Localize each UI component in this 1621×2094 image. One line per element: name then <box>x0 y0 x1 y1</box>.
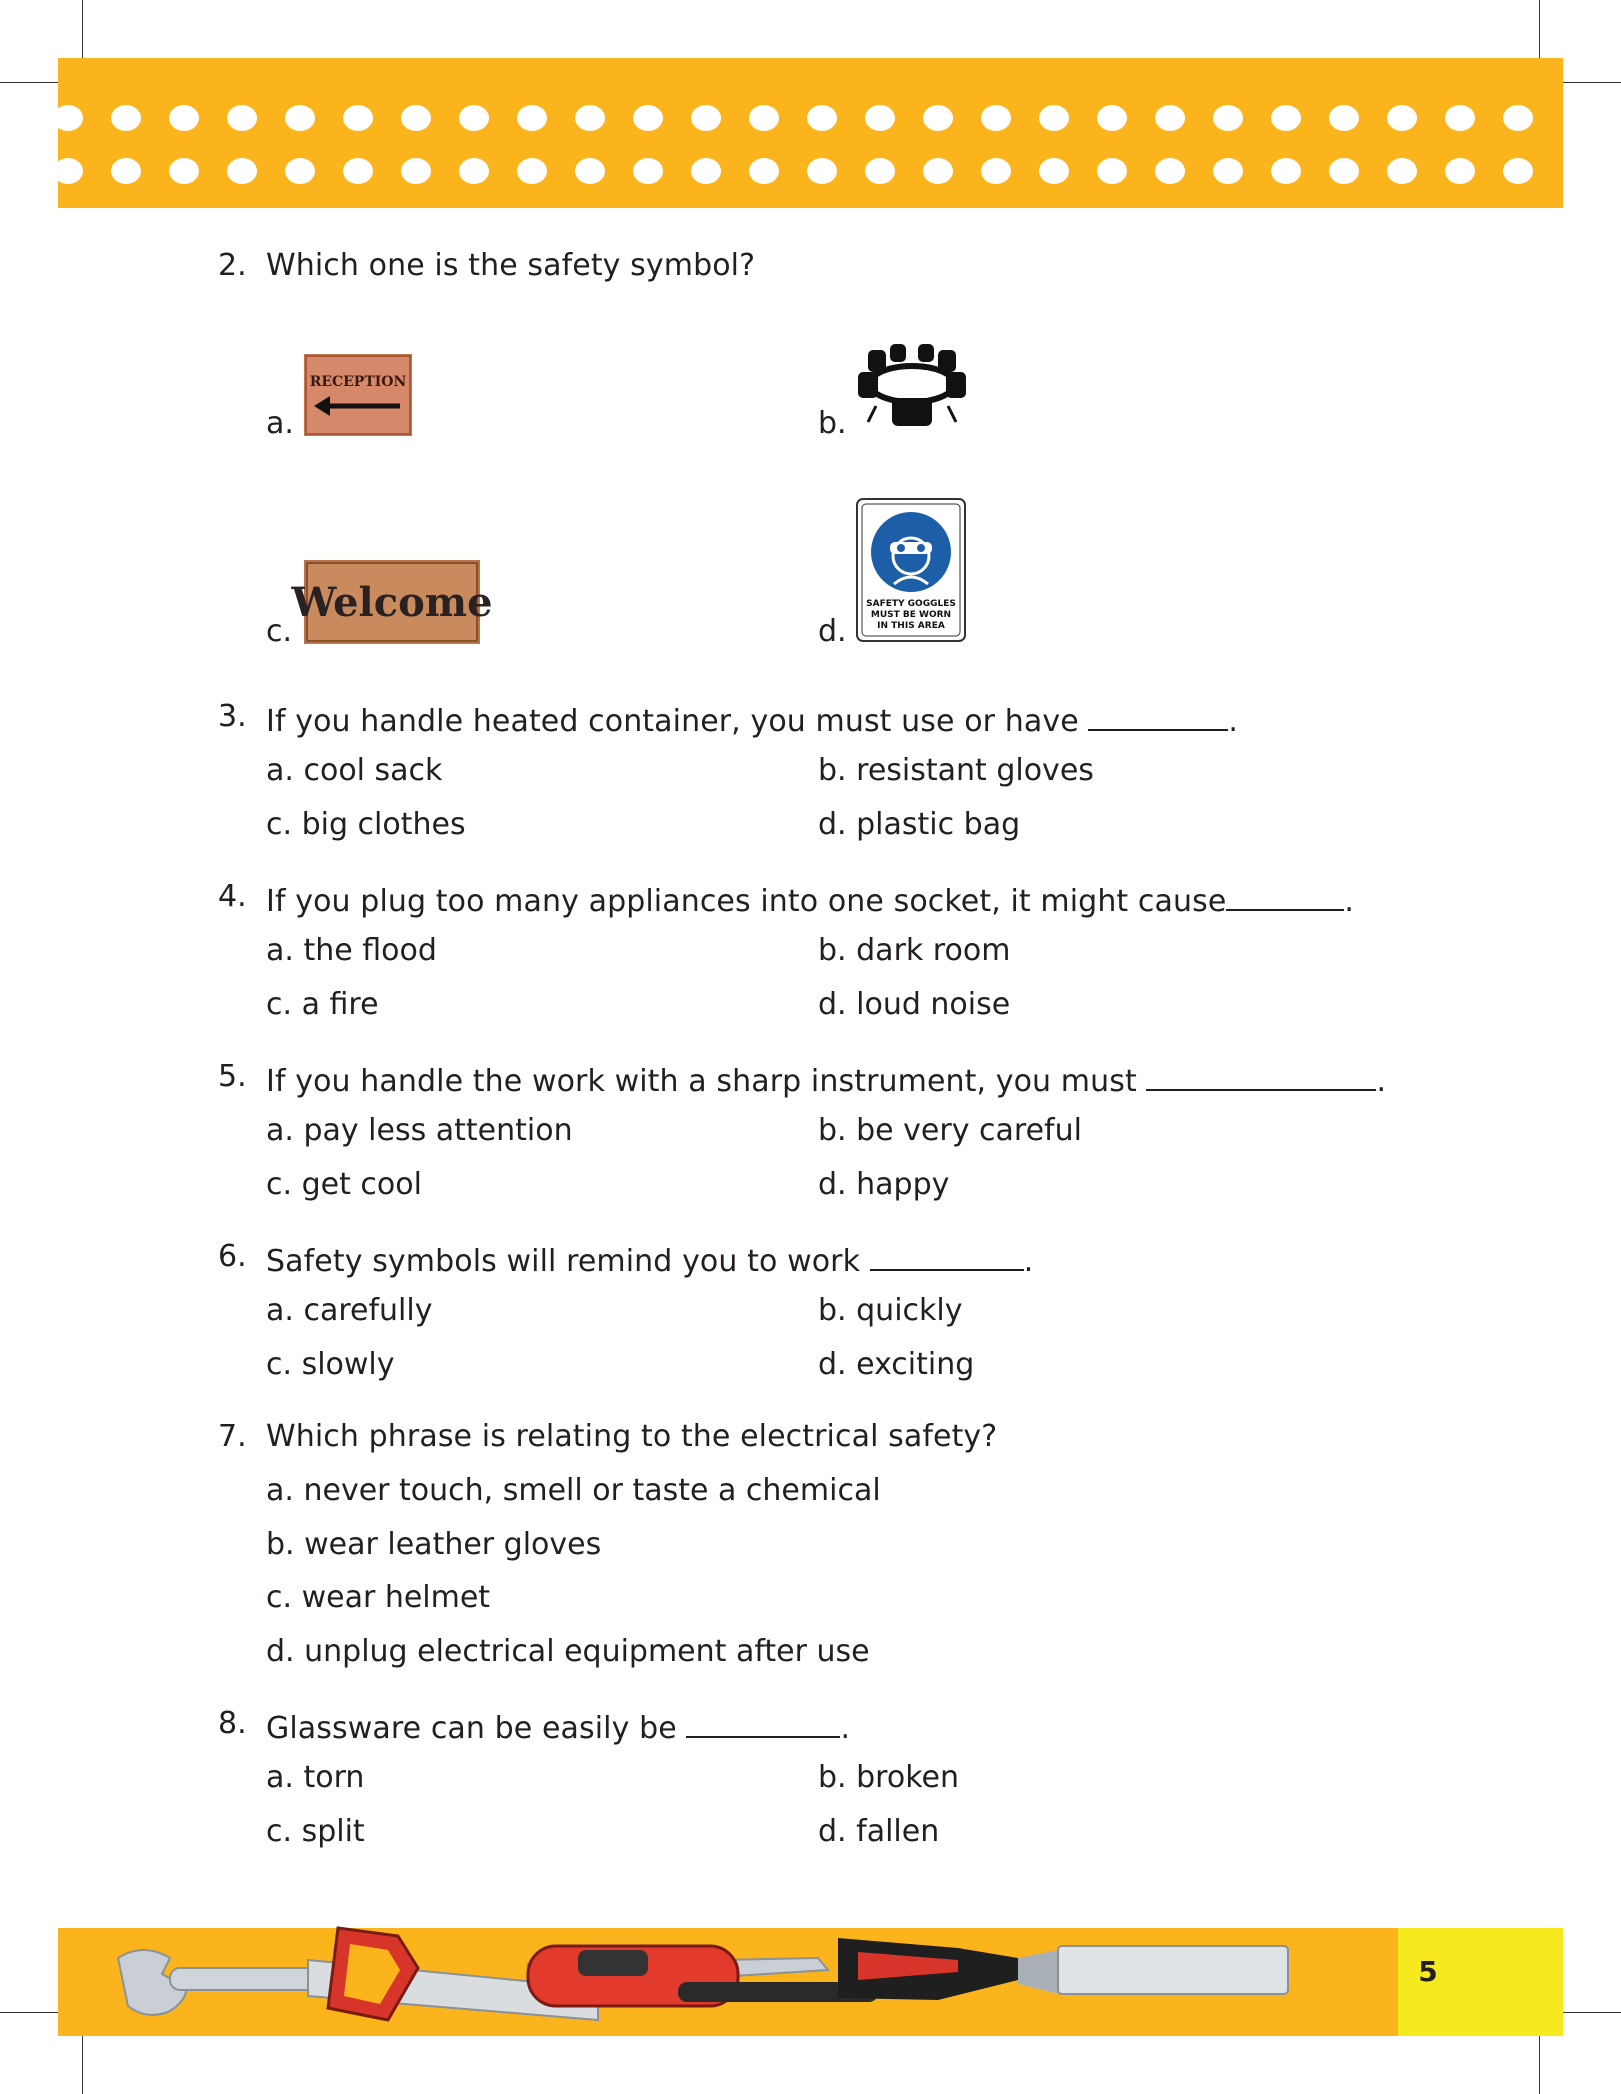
decorative-dot <box>575 158 605 184</box>
question-number: 2. <box>218 248 247 283</box>
decorative-dot <box>865 158 895 184</box>
decorative-dot <box>923 158 953 184</box>
option-letter: a. <box>266 406 294 441</box>
option[interactable]: b. broken <box>818 1760 959 1795</box>
decorative-dot <box>1329 158 1359 184</box>
option[interactable]: d. exciting <box>818 1347 975 1382</box>
option[interactable]: c. a fire <box>266 987 379 1022</box>
question-text-body: Glassware can be easily be <box>266 1711 677 1746</box>
option[interactable]: d. unplug electrical equipment after use <box>266 1634 870 1669</box>
question-number: 8. <box>218 1706 247 1741</box>
decorative-dot <box>1503 105 1533 131</box>
decorative-dot <box>169 105 199 131</box>
option[interactable]: b. be very careful <box>818 1113 1082 1148</box>
decorative-dot <box>749 105 779 131</box>
decorative-dot <box>1387 158 1417 184</box>
crop-mark <box>1539 2028 1540 2094</box>
option[interactable]: b. dark room <box>818 933 1011 968</box>
option[interactable]: d. fallen <box>818 1814 940 1849</box>
crop-mark <box>1555 82 1621 83</box>
decorative-dot <box>343 158 373 184</box>
option[interactable]: a. torn <box>266 1760 365 1795</box>
option[interactable]: c. big clothes <box>266 807 466 842</box>
crop-mark <box>1539 0 1540 66</box>
decorative-dot <box>169 158 199 184</box>
option[interactable]: d. happy <box>818 1167 950 1202</box>
question-number: 5. <box>218 1059 247 1094</box>
decorative-dot <box>1039 105 1069 131</box>
question-text-body: Safety symbols will remind you to work <box>266 1244 861 1279</box>
decorative-dot <box>227 105 257 131</box>
welcome-sign-image[interactable] <box>291 560 493 644</box>
decorative-dot <box>865 105 895 131</box>
option[interactable]: b. wear leather gloves <box>266 1527 602 1562</box>
decorative-dot <box>1155 158 1185 184</box>
option[interactable]: b. quickly <box>818 1293 963 1328</box>
decorative-dot <box>807 158 837 184</box>
decorative-dot <box>343 105 373 131</box>
answer-blank[interactable] <box>870 1239 1024 1271</box>
question-number: 7. <box>218 1419 247 1454</box>
option[interactable]: b. resistant gloves <box>818 753 1094 788</box>
welcome-sign-text: Welcome <box>291 579 493 626</box>
decorative-dot <box>227 158 257 184</box>
question-text <box>266 879 1354 919</box>
decorative-dot <box>1271 158 1301 184</box>
decorative-dot <box>1213 105 1243 131</box>
option[interactable]: c. get cool <box>266 1167 422 1202</box>
tools-illustration <box>58 1928 1398 2036</box>
decorative-dot <box>53 158 83 184</box>
decorative-dot <box>923 105 953 131</box>
decorative-dot <box>981 105 1011 131</box>
decorative-dot <box>401 105 431 131</box>
option[interactable]: c. slowly <box>266 1347 395 1382</box>
svg-text:MUST BE WORN: MUST BE WORN <box>870 610 952 620</box>
file-icon <box>1018 1946 1288 1994</box>
decorative-dot <box>691 105 721 131</box>
decorative-dot <box>691 158 721 184</box>
option[interactable]: c. wear helmet <box>266 1580 491 1615</box>
reception-sign-image[interactable] <box>304 354 412 436</box>
page-number: 5 <box>1418 1955 1438 1988</box>
crop-mark <box>82 2028 83 2094</box>
decorative-dot <box>517 158 547 184</box>
question-text <box>266 699 1238 739</box>
decorative-dot <box>575 105 605 131</box>
decorative-dot <box>517 105 547 131</box>
decorative-dot <box>401 158 431 184</box>
answer-blank[interactable] <box>1088 699 1228 731</box>
question-text-body: If you handle heated container, you must use or have <box>266 704 1079 739</box>
question-number: 3. <box>218 699 247 734</box>
decorative-dot <box>1503 158 1533 184</box>
meeting-table-icon[interactable] <box>852 344 972 432</box>
footer-tools-band <box>58 1928 1563 2036</box>
decorative-dot <box>1271 105 1301 131</box>
period: . <box>840 1711 851 1746</box>
dot-pattern <box>58 58 1563 208</box>
decorative-dot <box>1387 105 1417 131</box>
decorative-dot <box>807 105 837 131</box>
decorative-dot <box>1097 105 1127 131</box>
decorative-dot <box>633 158 663 184</box>
decorative-dot <box>633 105 663 131</box>
question-text-body: If you plug too many appliances into one socket, it might cause <box>266 884 1227 919</box>
option-letter: d. <box>818 614 847 649</box>
period: . <box>1228 704 1239 739</box>
option[interactable]: a. the flood <box>266 933 437 968</box>
svg-text:IN THIS AREA: IN THIS AREA <box>877 621 945 631</box>
crop-mark <box>0 2012 66 2013</box>
decorative-dot <box>1329 105 1359 131</box>
option[interactable]: a. pay less attention <box>266 1113 573 1148</box>
period: . <box>1344 884 1355 919</box>
safety-goggles-sign-image[interactable] <box>856 498 966 642</box>
answer-blank[interactable] <box>1146 1059 1376 1091</box>
question-text-body: If you handle the work with a sharp instrument, you must <box>266 1064 1137 1099</box>
decorative-dot <box>981 158 1011 184</box>
question-text <box>266 1059 1386 1099</box>
period: . <box>1023 1244 1034 1279</box>
question-number: 6. <box>218 1239 247 1274</box>
decorative-dot <box>285 105 315 131</box>
answer-blank[interactable] <box>1226 879 1344 911</box>
decorative-dot <box>1213 158 1243 184</box>
decorative-dot <box>1445 105 1475 131</box>
header-dotted-band <box>58 58 1563 208</box>
question-text: Which phrase is relating to the electrical safety? <box>266 1419 998 1454</box>
decorative-dot <box>459 158 489 184</box>
reception-sign-text: RECEPTION <box>309 374 407 390</box>
option-letter: b. <box>818 406 847 441</box>
decorative-dot <box>1155 105 1185 131</box>
question-text <box>266 1706 850 1746</box>
crop-mark <box>1555 2012 1621 2013</box>
question-number: 4. <box>218 879 247 914</box>
svg-text:SAFETY GOGGLES: SAFETY GOGGLES <box>866 599 956 609</box>
decorative-dot <box>53 105 83 131</box>
decorative-dot <box>111 158 141 184</box>
option[interactable]: c. split <box>266 1814 365 1849</box>
crop-mark <box>82 0 83 66</box>
option[interactable]: d. loud noise <box>818 987 1011 1022</box>
option-letter: c. <box>266 614 293 649</box>
decorative-dot <box>459 105 489 131</box>
option[interactable]: a. never touch, smell or taste a chemical <box>266 1473 881 1508</box>
decorative-dot <box>749 158 779 184</box>
decorative-dot <box>1097 158 1127 184</box>
option[interactable]: d. plastic bag <box>818 807 1021 842</box>
question-text <box>266 1239 1033 1279</box>
decorative-dot <box>285 158 315 184</box>
option[interactable]: a. carefully <box>266 1293 433 1328</box>
crop-mark <box>0 82 66 83</box>
answer-blank[interactable] <box>686 1706 840 1738</box>
decorative-dot <box>1039 158 1069 184</box>
option[interactable]: a. cool sack <box>266 753 443 788</box>
period: . <box>1376 1064 1387 1099</box>
decorative-dot <box>1445 158 1475 184</box>
question-text: Which one is the safety symbol? <box>266 248 756 283</box>
decorative-dot <box>111 105 141 131</box>
